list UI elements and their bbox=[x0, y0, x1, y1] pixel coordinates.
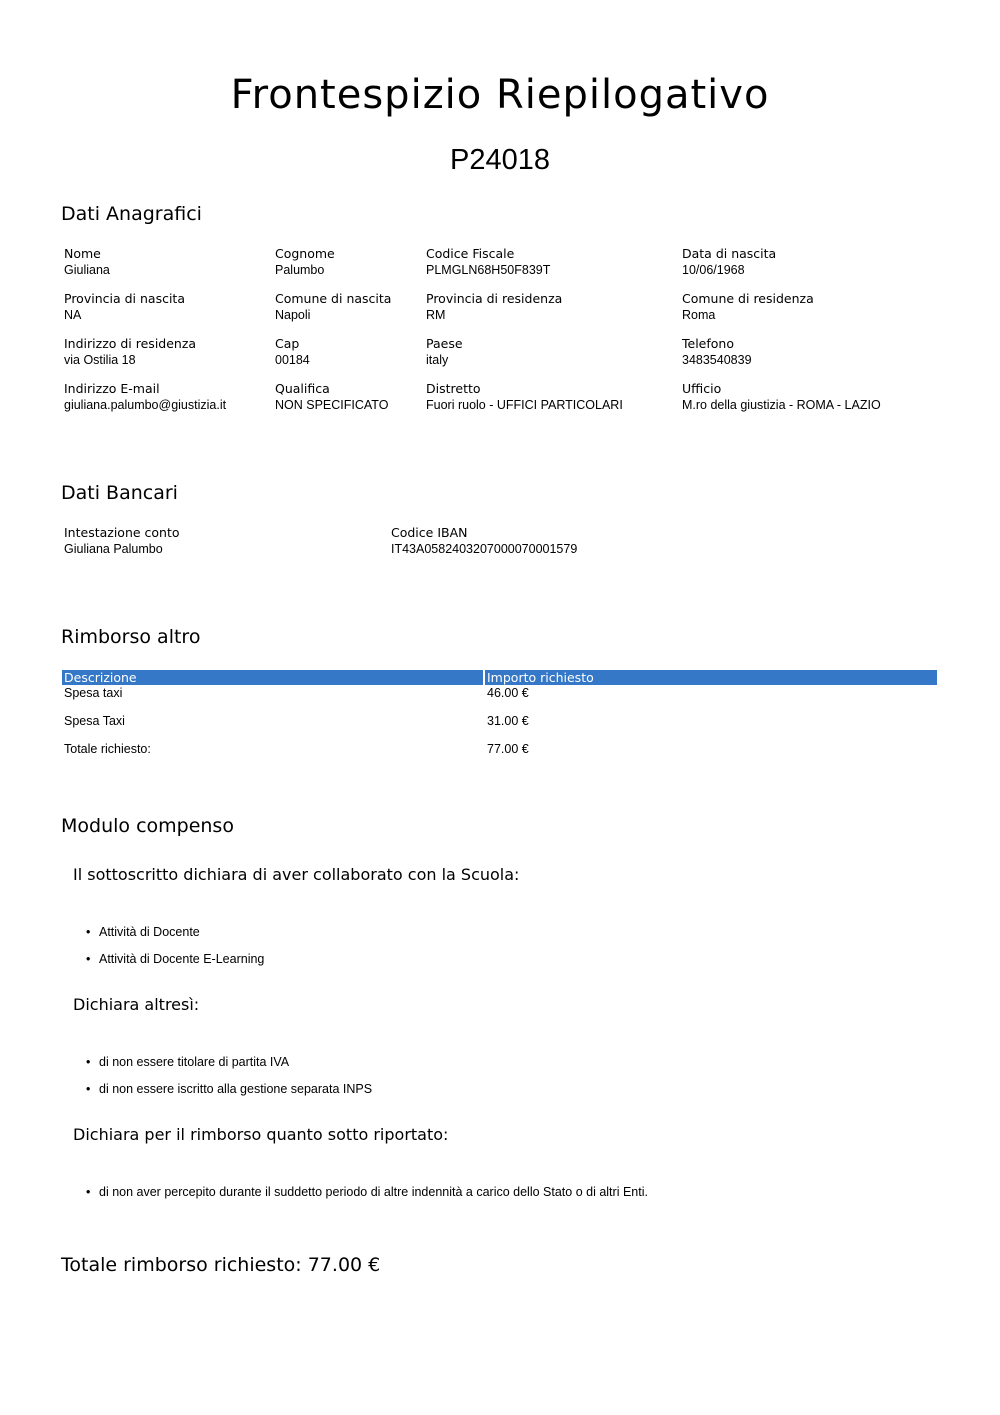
field-label: Ufficio bbox=[682, 381, 722, 396]
section-title-bancari: Dati Bancari bbox=[61, 482, 178, 504]
field-provincia-residenza bbox=[426, 291, 562, 324]
field-cognome bbox=[275, 246, 335, 279]
field-value: italy bbox=[426, 353, 449, 367]
field-label: Comune di nascita bbox=[275, 291, 392, 306]
table-cell-descrizione: Totale richiesto: bbox=[64, 742, 151, 756]
page-title: Frontespizio Riepilogativo bbox=[230, 72, 770, 118]
document-code: P24018 bbox=[450, 144, 550, 176]
list-rimborso bbox=[74, 1184, 648, 1211]
field-value: via Ostilia 18 bbox=[64, 353, 136, 367]
field-value: 00184 bbox=[275, 353, 310, 367]
field-qualifica bbox=[275, 381, 388, 414]
table-cell-importo: 31.00 € bbox=[487, 714, 529, 728]
section-title-anagrafici: Dati Anagrafici bbox=[61, 203, 202, 225]
field-intestazione-conto bbox=[64, 525, 180, 558]
field-value: Napoli bbox=[275, 308, 311, 322]
list-item: • di non essere titolare di partita IVA bbox=[99, 1054, 372, 1070]
field-label: Paese bbox=[426, 336, 463, 351]
field-label: Telefono bbox=[682, 336, 734, 351]
field-label: Cap bbox=[275, 336, 300, 351]
field-value: Giuliana bbox=[64, 263, 110, 277]
field-label: Codice IBAN bbox=[391, 525, 468, 540]
field-indirizzo-residenza bbox=[64, 336, 196, 369]
field-value: Roma bbox=[682, 308, 716, 322]
field-data-nascita bbox=[682, 246, 776, 279]
field-value: M.ro della giustizia - ROMA - LAZIO bbox=[682, 398, 881, 412]
declaration-rimborso-heading: Dichiara per il rimborso quanto sotto riportato: bbox=[73, 1125, 449, 1144]
field-label: Provincia di nascita bbox=[64, 291, 185, 306]
field-telefono bbox=[682, 336, 752, 369]
list-item: • di non aver percepito durante il suddetto periodo di altre indennità a carico dello Stato o di altri Enti. bbox=[99, 1184, 648, 1200]
declaration-altresi-heading: Dichiara altresì: bbox=[73, 995, 200, 1014]
table-header-descrizione: Descrizione bbox=[62, 670, 483, 685]
field-label: Nome bbox=[64, 246, 101, 261]
field-distretto bbox=[426, 381, 623, 414]
section-title-rimborso: Rimborso altro bbox=[61, 626, 201, 648]
field-value: IT43A0582403207000070001579 bbox=[391, 542, 578, 556]
field-value: PLMGLN68H50F839T bbox=[426, 263, 551, 277]
field-label: Indirizzo di residenza bbox=[64, 336, 197, 351]
field-label: Indirizzo E-mail bbox=[64, 381, 160, 396]
table-cell-descrizione: Spesa taxi bbox=[64, 686, 123, 700]
field-comune-nascita bbox=[275, 291, 391, 324]
field-comune-residenza bbox=[682, 291, 814, 324]
field-value: 3483540839 bbox=[682, 353, 752, 367]
field-value: RM bbox=[426, 308, 446, 322]
field-value: Fuori ruolo - UFFICI PARTICOLARI bbox=[426, 398, 623, 412]
list-item: • Attività di Docente E-Learning bbox=[99, 951, 264, 967]
table-cell-importo: 77.00 € bbox=[487, 742, 529, 756]
field-paese bbox=[426, 336, 463, 369]
field-codice-iban bbox=[391, 525, 577, 558]
field-value: Palumbo bbox=[275, 263, 325, 277]
field-label: Comune di residenza bbox=[682, 291, 814, 306]
field-provincia-nascita bbox=[64, 291, 185, 324]
field-label: Qualifica bbox=[275, 381, 330, 396]
field-value: giuliana.palumbo@giustizia.it bbox=[64, 398, 227, 412]
list-item: • di non essere iscritto alla gestione separata INPS bbox=[99, 1081, 372, 1097]
field-label: Distretto bbox=[426, 381, 481, 396]
field-cap bbox=[275, 336, 310, 369]
field-nome bbox=[64, 246, 110, 279]
total-reimbursement: Totale rimborso richiesto: 77.00 € bbox=[61, 1254, 381, 1276]
field-label: Provincia di residenza bbox=[426, 291, 563, 306]
section-title-modulo: Modulo compenso bbox=[61, 815, 234, 837]
field-label: Intestazione conto bbox=[64, 525, 180, 540]
table-cell-importo: 46.00 € bbox=[487, 686, 529, 700]
field-value: 10/06/1968 bbox=[682, 263, 745, 277]
field-ufficio bbox=[682, 381, 881, 414]
list-altresi bbox=[74, 1054, 372, 1108]
field-value: NA bbox=[64, 308, 82, 322]
declaration-collaborazione-heading: Il sottoscritto dichiara di aver collaborato con la Scuola: bbox=[73, 865, 520, 884]
list-collaborazione bbox=[74, 924, 264, 978]
list-item: • Attività di Docente bbox=[99, 924, 264, 940]
field-value: NON SPECIFICATO bbox=[275, 398, 389, 412]
field-label: Codice Fiscale bbox=[426, 246, 515, 261]
table-header-importo: Importo richiesto bbox=[485, 670, 937, 685]
field-label: Data di nascita bbox=[682, 246, 777, 261]
field-value: Giuliana Palumbo bbox=[64, 542, 163, 556]
field-codice-fiscale bbox=[426, 246, 550, 279]
table-cell-descrizione: Spesa Taxi bbox=[64, 714, 125, 728]
field-label: Cognome bbox=[275, 246, 335, 261]
field-email bbox=[64, 381, 226, 414]
